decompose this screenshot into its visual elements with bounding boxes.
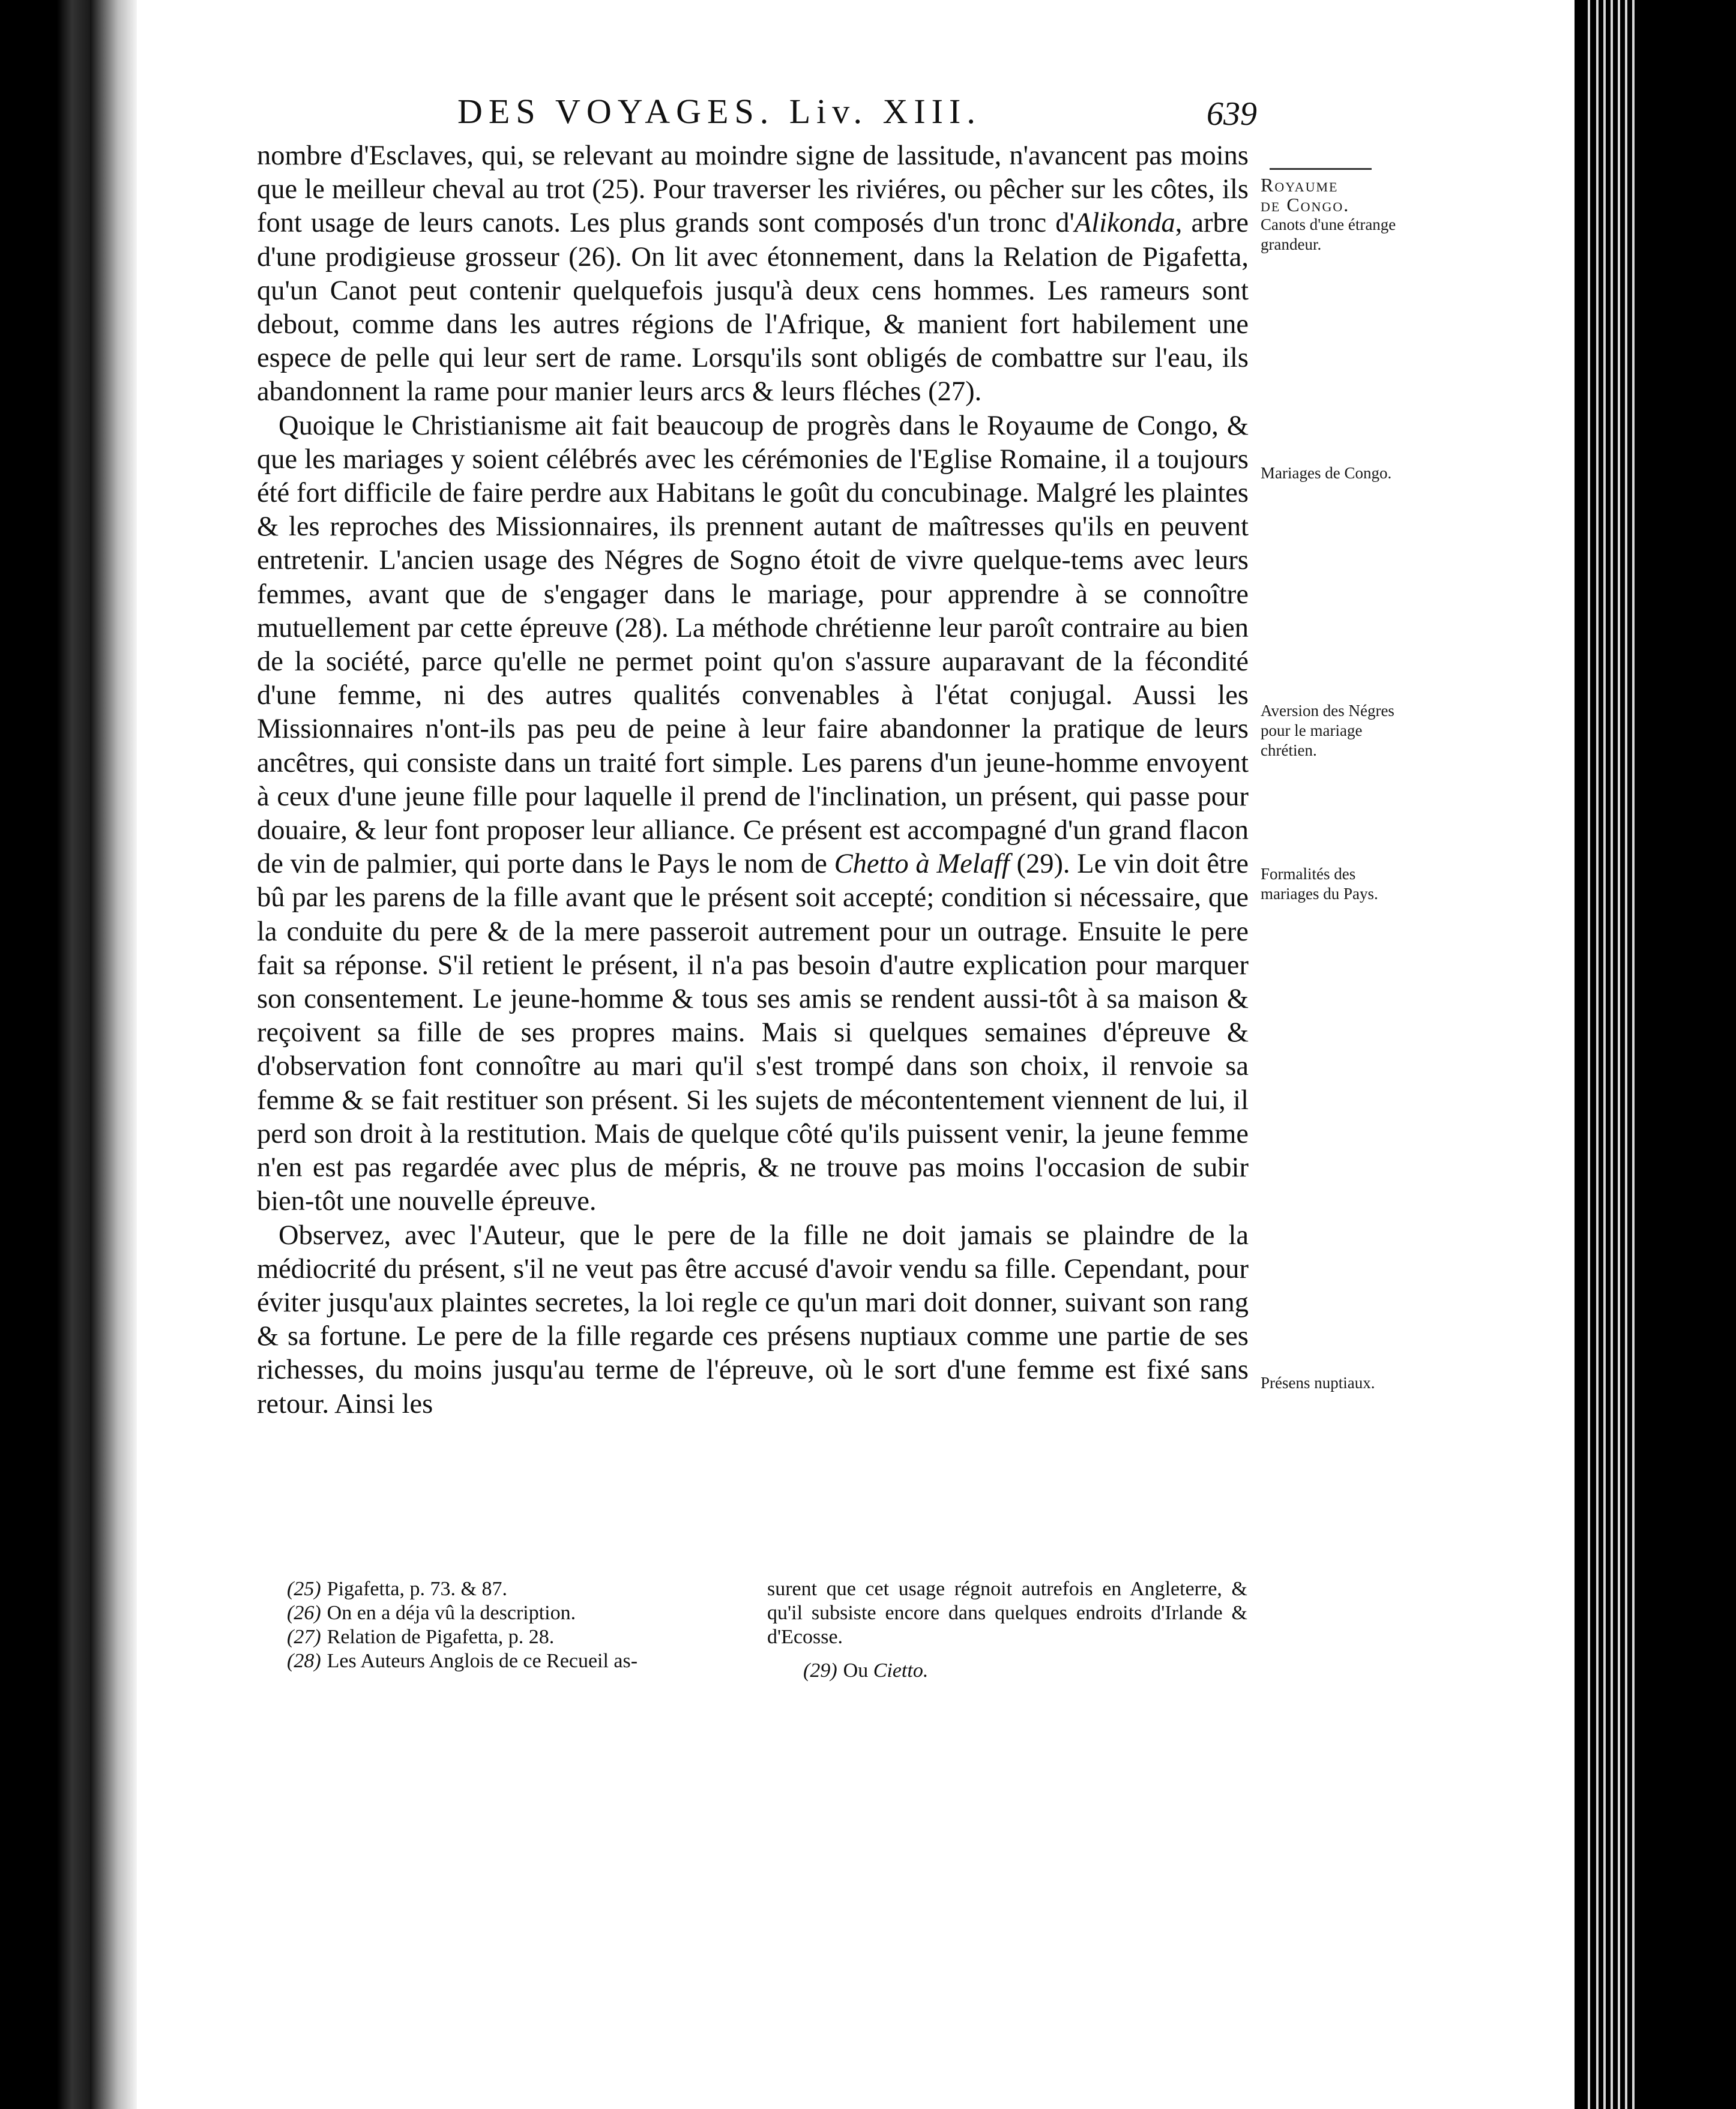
footnote-number: (28)	[287, 1650, 321, 1672]
footnote-29	[803, 1659, 1247, 1683]
margin-note-mariages: Mariages de Congo.	[1261, 464, 1392, 482]
page-edge-stack	[1632, 0, 1635, 2109]
italic-term: Alikonda	[1074, 208, 1175, 239]
paragraph-text: nombre d'Esclaves, qui, se relevant au moindre signe de lassitude, n'avancent pas moins que le meilleur cheval au trot (25). Pour traverser les riviéres, ou pêcher sur les côtes, ils font usage de leurs canots. Les plus grands sont composés d'un tronc d'	[257, 140, 1249, 239]
page-edge-stack	[1603, 0, 1606, 2109]
footnote-number: (26)	[287, 1602, 321, 1624]
paragraph-text: Quoique le Christianisme ait fait beaucoup de progrès dans le Royaume de Congo, & que les mariages y soient célébrés avec les cérémonies de l'Eglise Romaine, il a toujours été fort difficile de faire perdre aux Habitans le goût du concubinage. Malgré les plaintes & les reproches des Missionnaires, ils prennent autant de maîtresses qu'ils en peuvent entretenir. L'ancien usage des Négres de Sogno étoit de vivre quelque-tems avec leurs femmes, avant que de s'engager dans le mariage, pour apprendre à se connoître mutuellement par cette épreuve (28). La méthode chrétienne leur paroît contraire au bien de la société, parce qu'elle ne permet point qu'on s'assure auparavant de la fécondité d'une femme, ni des autres qualités convenables à l'état conjugal. Aussi les Missionnaires n'ont-ils pas peu de peine à leur faire abandonner la pratique de leurs ancêtres, qui consiste dans un traité fort simple. Les parens d'un jeune-homme envoyent à ceux d'une jeune fille pour laquelle il prend de l'inclination, un présent, qui passe pour douaire, & leur font proposer leur alliance. Ce présent est accompagné d'un grand flacon de vin de palmier, qui porte dans le Pays le nom de	[257, 410, 1249, 880]
margin-note-royaume	[1261, 175, 1411, 254]
running-head: DES VOYAGES. Liv. XIII.	[457, 92, 981, 131]
margin-note-text: Canots d'une étrange grandeur.	[1261, 215, 1396, 253]
margin-note-rule	[1270, 168, 1372, 170]
footnote-26	[287, 1601, 755, 1625]
footnote-28-continuation: surent que cet usage régnoit autrefois en Angleterre, & qu'il subsiste encore dans quelques endroits d'Irlande & d'Ecosse.	[767, 1578, 1247, 1648]
scan-left-edge	[0, 0, 90, 2109]
footnote-column-right	[767, 1577, 1247, 1683]
scan-right-edge	[1576, 0, 1736, 2109]
footnote-text: Pigafetta, p. 73. & 87.	[327, 1578, 507, 1600]
footnote-italic: Cietto.	[873, 1659, 929, 1682]
footnote-28	[287, 1649, 755, 1673]
paragraph-canots	[257, 139, 1249, 409]
page-edge-stack	[1625, 0, 1627, 2109]
page-edge-stack	[1618, 0, 1620, 2109]
margin-note-heading: de Congo.	[1261, 194, 1350, 215]
italic-term: Chetto à Melaff	[834, 849, 1010, 880]
footnote-27	[287, 1625, 755, 1649]
book-gutter	[90, 0, 137, 2109]
footnote-number: (29)	[803, 1659, 837, 1682]
paragraph-presens	[257, 1219, 1249, 1421]
page-edge-stack	[1596, 0, 1599, 2109]
margin-note-presens: Présens nuptiaux.	[1261, 1374, 1375, 1392]
footnote-text: Les Auteurs Anglois de ce Recueil as-	[327, 1650, 638, 1672]
paragraph-text: (29). Le vin doit être bû par les parens de la fille avant que le présent soit accepté; condition si nécessaire, que la conduite du pere & de la mere passeroit autrement pour un outrage. Ensuite le pere fait sa réponse. S'il retient le présent, il n'a pas besoin d'autre explication pour marquer son consentement. Le jeune-homme & tous ses amis se rendent aussi-tôt à sa maison & reçoivent sa fille de ses propres mains. Mais si quelques semaines d'épreuve & d'observation font connoître au mari qu'il s'est trompé dans son choix, il renvoie sa femme & se fait restituer son présent. Si les sujets de mécontentement viennent de lui, il perd son droit à la restitution. Mais de quelque côté qu'ils puissent venir, la jeune femme n'en est pas regardée avec plus de mépris, & ne trouve pas moins l'occasion de subir bien-tôt une nouvelle épreuve.	[257, 849, 1249, 1217]
page-number: 639	[1207, 95, 1257, 133]
margin-note-heading: Royaume	[1261, 174, 1339, 196]
footnote-number: (25)	[287, 1578, 321, 1600]
footnote-column-left	[287, 1577, 755, 1673]
footnote-text: Ou	[843, 1659, 869, 1682]
margin-note-aversion: Aversion des Négres pour le mariage chrétien.	[1261, 702, 1394, 759]
footnote-text: On en a déja vû la description.	[327, 1602, 576, 1624]
footnote-text: Relation de Pigafetta, p. 28.	[327, 1626, 555, 1648]
page-edge-stack	[1588, 0, 1590, 2109]
paragraph-mariages	[257, 409, 1249, 1219]
margin-note-formalites: Formalités des mariages du Pays.	[1261, 865, 1378, 903]
main-text-column	[257, 139, 1249, 1421]
footnote-number: (27)	[287, 1626, 321, 1648]
paragraph-text: , arbre d'une prodigieuse grosseur (26). On lit avec étonnement, dans la Relation de Pigafetta, qu'un Canot peut contenir quelquefois jusqu'à deux cens hommes. Les rameurs sont debout, comme dans les autres régions de l'Afrique, & manient fort habilement une espece de pelle qui leur sert de rame. Lorsqu'ils sont obligés de combattre sur l'eau, ils abandonnent la rame pour manier leurs arcs & leurs fléches (27).	[257, 208, 1249, 408]
footnote-25	[287, 1577, 755, 1601]
page-edge-stack	[1611, 0, 1613, 2109]
paragraph-text: Observez, avec l'Auteur, que le pere de la fille ne doit jamais se plaindre de la médiocrité du présent, s'il ne veut pas être accusé d'avoir vendu sa fille. Cependant, pour éviter jusqu'aux plaintes secretes, la loi regle ce qu'un mari doit donner, suivant son rang & sa fortune. Le pere de la fille regarde ces présens nuptiaux comme une partie de ses richesses, du moins jusqu'au terme de l'épreuve, où le sort d'une femme est fixé sans retour. Ainsi les	[257, 1220, 1249, 1419]
